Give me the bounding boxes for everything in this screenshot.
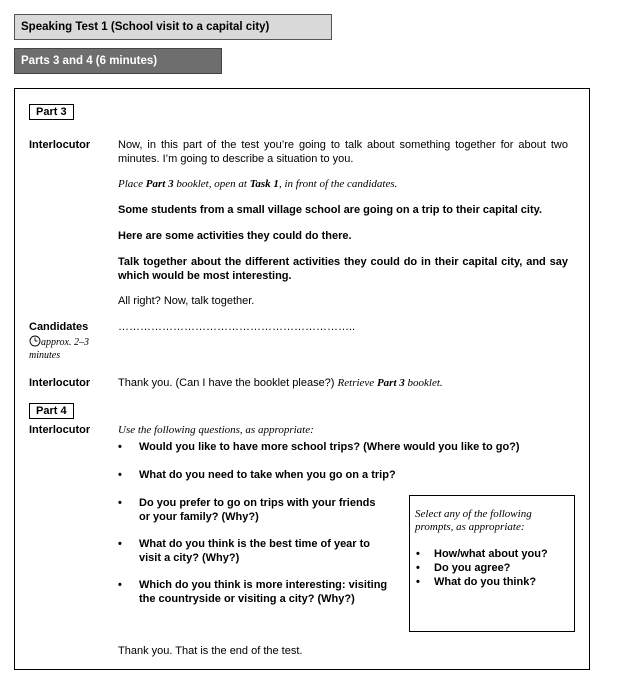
- bullet-icon: •: [416, 576, 420, 588]
- interlocutor-label-2: Interlocutor: [29, 377, 91, 389]
- retrieve-text: booklet.: [404, 377, 443, 389]
- instruction-text: , in front of the candidates.: [278, 178, 398, 190]
- instruction-task-ref: Task 1: [249, 178, 279, 190]
- question-4: What do you think is the best time of year to visit a city? (Why?): [139, 538, 371, 564]
- bullet-icon: •: [118, 579, 122, 591]
- prompt-2: Do you agree?: [434, 562, 511, 574]
- part3-line1: Some students from a small village school are going on a trip to their capital city.: [118, 204, 542, 216]
- part3-intro: Now, in this part of the test you’re going to talk about something together for about two minutes. I’m going to describe a situation to you.: [118, 139, 568, 165]
- interlocutor-label: Interlocutor: [29, 139, 91, 151]
- question-5: Which do you think is more interesting: visiting the countryside or visiting a city? (Why?): [139, 579, 388, 605]
- part3-line4: All right? Now, talk together.: [118, 295, 255, 307]
- instruction-text: Place: [118, 178, 146, 190]
- part4-tag: Part 4: [29, 403, 74, 419]
- part3-line2: Here are some activities they could do there.: [118, 230, 352, 242]
- bullet-icon: •: [416, 548, 420, 560]
- bullet-icon: •: [118, 497, 122, 509]
- bullet-icon: •: [416, 562, 420, 574]
- part4-instruction: Use the following questions, as appropriate:: [118, 424, 314, 436]
- part3-thanks: [118, 377, 568, 391]
- prompt-3: What do you think?: [434, 576, 537, 588]
- timing-minutes: minutes: [29, 350, 61, 361]
- instruction-part-ref: Part 3: [145, 178, 174, 190]
- part3-instruction: [118, 178, 568, 192]
- dotted-response-line: ………………………………………………………..: [118, 321, 356, 333]
- clock-icon: [29, 335, 41, 347]
- retrieve-part-ref: Part 3: [376, 377, 405, 389]
- candidates-label: Candidates: [29, 321, 89, 333]
- timing-note: [29, 335, 89, 348]
- interlocutor-label-3: Interlocutor: [29, 424, 91, 436]
- test-subtitle: Parts 3 and 4 (6 minutes): [14, 48, 222, 74]
- part3-tag: Part 3: [29, 104, 74, 120]
- retrieve-text: Retrieve: [337, 377, 377, 389]
- question-2: What do you need to take when you go on a trip?: [139, 469, 396, 481]
- test-title: Speaking Test 1 (School visit to a capital city): [14, 14, 332, 40]
- prompt-1: How/what about you?: [434, 548, 548, 560]
- closing-line: Thank you. That is the end of the test.: [118, 645, 303, 657]
- prompt-box-intro: Select any of the following prompts, as appropriate:: [415, 508, 532, 533]
- instruction-text: booklet, open at: [173, 178, 250, 190]
- question-1: Would you like to have more school trips? (Where would you like to go?): [139, 441, 520, 453]
- bullet-icon: •: [118, 538, 122, 550]
- thanks-text: Thank you. (Can I have the booklet please?): [118, 377, 338, 389]
- part3-line3: Talk together about the different activities they could do in their capital city, and say which would be most interesting.: [118, 256, 568, 282]
- question-3: Do you prefer to go on trips with your friends or your family? (Why?): [139, 497, 376, 523]
- timing-approx: approx. 2–3: [41, 337, 89, 348]
- bullet-icon: •: [118, 441, 122, 453]
- bullet-icon: •: [118, 469, 122, 481]
